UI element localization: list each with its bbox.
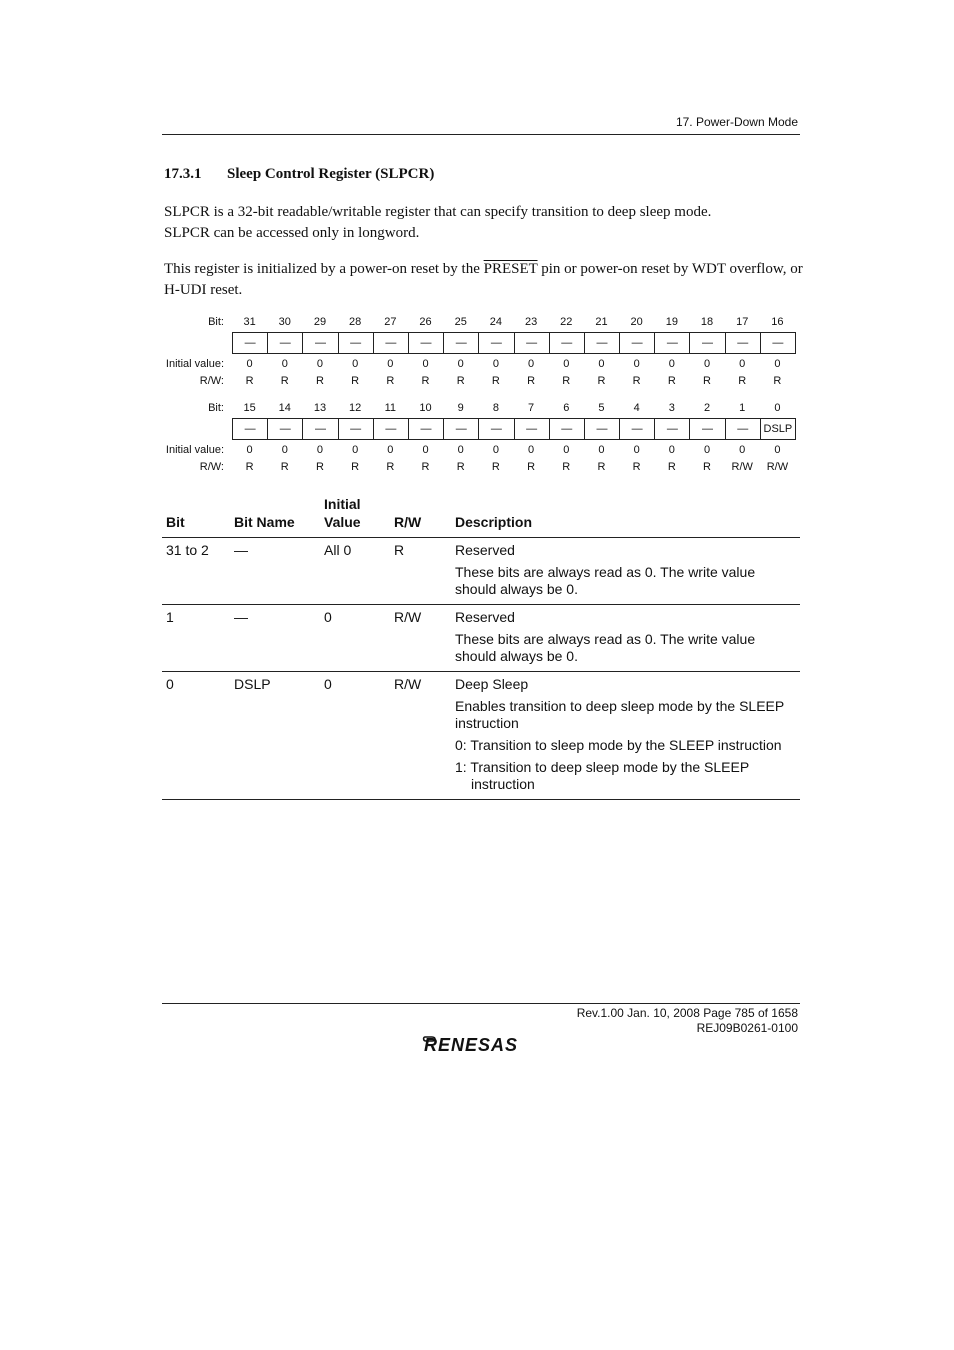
bit-name-cell: — — [585, 419, 620, 439]
bit-label: Bit: — [208, 316, 224, 328]
reset-text-before: This register is initialized by a power-on reset by the — [164, 261, 484, 277]
register-diagram-upper — [162, 316, 802, 389]
initial-value: 0 — [316, 358, 324, 370]
bit-name-cell: — — [620, 333, 655, 353]
initial-value: 0 — [492, 358, 499, 370]
initial-value: 0 — [422, 444, 429, 456]
rw-value: R — [562, 375, 571, 387]
cell-initial: All 0 — [320, 538, 390, 605]
rw-value: R — [351, 461, 360, 473]
initial-value: 0 — [668, 444, 675, 456]
renesas-logo — [422, 1033, 542, 1060]
initial-value: 0 — [563, 358, 570, 370]
rw-value: R — [386, 375, 395, 387]
description-line: Reserved — [455, 542, 515, 558]
bit-numbers — [232, 402, 795, 414]
rw-values — [232, 375, 795, 387]
bit-number: 21 — [595, 316, 608, 328]
bit-name-cell: — — [339, 333, 374, 353]
initial-value: 0 — [633, 444, 640, 456]
rw-value: R — [738, 375, 747, 387]
header-rw: R/W — [390, 495, 451, 538]
preset-pin-name: PRESET — [483, 261, 538, 277]
cell-description — [451, 538, 800, 605]
bit-name-cell: — — [479, 419, 514, 439]
header-rule — [162, 134, 800, 135]
table-row — [162, 605, 800, 672]
initial-value: 0 — [281, 444, 288, 456]
initial-value: 0 — [703, 444, 711, 456]
bit-number: 28 — [349, 316, 362, 328]
bit-number: 14 — [278, 402, 291, 414]
rw-value: R — [562, 461, 571, 473]
bit-name-cell: — — [655, 419, 690, 439]
rw-value: R — [280, 375, 289, 387]
bit-name-cell: — — [585, 333, 620, 353]
cell-initial: 0 — [320, 605, 390, 672]
bit-number: 3 — [668, 402, 675, 414]
rw-value: R — [491, 461, 500, 473]
bit-name-cell: — — [409, 333, 444, 353]
reset-paragraph — [164, 259, 804, 301]
initial-value: 0 — [703, 358, 711, 370]
bit-name-cell: — — [268, 419, 303, 439]
initial-values — [232, 444, 795, 456]
initial-value: 0 — [633, 358, 640, 370]
rw-value: R — [315, 375, 324, 387]
initial-value: 0 — [422, 358, 429, 370]
description-line: Enables transition to deep sleep mode by the SLEEP instruction — [455, 698, 784, 731]
initial-value: 0 — [246, 444, 253, 456]
table-row — [162, 538, 800, 605]
bit-number: 25 — [454, 316, 467, 328]
rw-value: R — [632, 375, 641, 387]
initial-values — [232, 358, 795, 370]
bit-name-cell: — — [550, 419, 585, 439]
description-line: These bits are always read as 0. The write value should always be 0. — [455, 564, 756, 597]
bit-number: 13 — [313, 402, 327, 414]
bit-label: Bit: — [208, 402, 224, 414]
cell-bit: 0 — [162, 672, 230, 800]
bit-number: 29 — [313, 316, 327, 328]
initial-value: 0 — [281, 358, 288, 370]
bit-number: 12 — [349, 402, 362, 414]
rw-value: R — [667, 375, 676, 387]
rw-value: R — [703, 461, 711, 473]
rw-value: R — [667, 461, 676, 473]
bit-name-cell: — — [690, 333, 725, 353]
initial-value: 0 — [316, 444, 324, 456]
description-line: Deep Sleep — [455, 676, 529, 692]
rw-value: R — [421, 375, 430, 387]
initial-value: 0 — [739, 358, 746, 370]
bit-number: 30 — [278, 316, 291, 328]
header-initial-line2: Value — [324, 514, 361, 530]
bit-name-boxes — [232, 418, 796, 440]
initial-value: 0 — [246, 358, 253, 370]
bit-name-cell: — — [303, 419, 338, 439]
initial-value: 0 — [387, 358, 394, 370]
bit-name-cell: — — [620, 419, 655, 439]
bit-name-cell: — — [550, 333, 585, 353]
header-bit: Bit — [162, 495, 230, 538]
section-title — [164, 166, 434, 183]
rw-label: R/W: — [199, 461, 224, 473]
bit-name-cell: — — [268, 333, 303, 353]
rw-value: R — [632, 461, 641, 473]
cell-bit: 1 — [162, 605, 230, 672]
bit-name-cell: — — [233, 419, 268, 439]
header-description: Description — [451, 495, 800, 538]
rw-value: R — [245, 461, 254, 473]
rw-label: R/W: — [199, 375, 224, 387]
bit-name-cell: — — [515, 419, 550, 439]
rw-value: R/W — [766, 461, 789, 473]
header-initial-value — [320, 495, 390, 538]
rw-value: R — [280, 461, 289, 473]
bit-number: 20 — [630, 316, 643, 328]
bit-number: 31 — [243, 316, 256, 328]
description-line: Reserved — [455, 609, 515, 625]
section-number: 17.3.1 — [164, 166, 202, 182]
rw-value: R — [245, 375, 254, 387]
rw-value: R — [386, 461, 395, 473]
rw-value: R/W — [731, 461, 753, 473]
initial-value: 0 — [352, 358, 359, 370]
bit-name-cell: — — [444, 333, 479, 353]
bit-name-cell: — — [303, 333, 338, 353]
rw-value: R — [597, 461, 606, 473]
cell-bit-name: — — [230, 605, 320, 672]
bit-name-cell: — — [690, 419, 725, 439]
bit-number: 15 — [243, 402, 256, 414]
bit-name-cell: — — [409, 419, 444, 439]
cell-bit: 31 to 2 — [162, 538, 230, 605]
page-footer — [577, 1006, 798, 1036]
cell-bit-name: — — [230, 538, 320, 605]
bit-number: 17 — [736, 316, 749, 328]
initial-value: 0 — [457, 358, 464, 370]
cell-description — [451, 605, 800, 672]
renesas-logo-text: RENESAS — [424, 1035, 519, 1055]
bit-number: 7 — [528, 402, 535, 414]
initial-value: 0 — [563, 444, 570, 456]
rw-value: R — [456, 375, 465, 387]
rw-value: R — [527, 461, 536, 473]
rw-value: R — [351, 375, 360, 387]
rw-value: R — [773, 375, 782, 387]
cell-rw: R/W — [390, 672, 451, 800]
intro-line-2: SLPCR can be accessed only in longword. — [164, 225, 420, 241]
bit-number: 11 — [384, 402, 397, 414]
initial-value: 0 — [774, 444, 781, 456]
rw-value: R — [703, 375, 711, 387]
footer-rule — [162, 1003, 800, 1004]
initial-value: 0 — [387, 444, 394, 456]
rw-value: R — [456, 461, 465, 473]
bit-number: 1 — [739, 402, 746, 414]
bit-number: 27 — [384, 316, 397, 328]
bit-number: 5 — [598, 402, 605, 414]
footer-document-code: REJ09B0261-0100 — [696, 1021, 798, 1035]
initial-value: 0 — [598, 444, 605, 456]
bit-number: 16 — [771, 316, 784, 328]
description-line: 1: Transition to deep sleep mode by the SLEEP instruction — [455, 759, 749, 792]
bit-number: 10 — [419, 402, 432, 414]
rw-values — [232, 461, 795, 473]
reset-text-after: pin or power-on reset by WDT overflow, or H-UDI reset. — [164, 261, 803, 298]
rw-value: R — [315, 461, 324, 473]
bit-name-cell: — — [726, 419, 761, 439]
description-line: These bits are always read as 0. The write value should always be 0. — [455, 631, 756, 664]
renesas-logo-mark — [422, 1033, 542, 1055]
bit-name-cell: — — [374, 419, 409, 439]
bit-number: 9 — [457, 402, 464, 414]
bit-name-boxes — [232, 332, 796, 354]
bit-name-cell: — — [444, 419, 479, 439]
bit-name-cell: — — [339, 419, 374, 439]
rw-value: R — [527, 375, 536, 387]
rw-value: R — [491, 375, 500, 387]
description-line: 0: Transition to sleep mode by the SLEEP instruction — [455, 737, 782, 753]
bit-number: 2 — [703, 402, 711, 414]
bit-number: 4 — [633, 402, 640, 414]
initial-value: 0 — [668, 358, 675, 370]
section-title-text: Sleep Control Register (SLPCR) — [227, 166, 435, 182]
bit-number: 18 — [700, 316, 714, 328]
bit-number: 24 — [489, 316, 503, 328]
bit-name-cell-dslp: DSLP — [763, 423, 793, 435]
initial-value-label: Initial value: — [165, 444, 224, 456]
register-diagram-lower — [162, 402, 802, 475]
initial-value: 0 — [352, 444, 359, 456]
cell-initial: 0 — [320, 672, 390, 800]
bit-number: 0 — [774, 402, 781, 414]
initial-value: 0 — [774, 358, 781, 370]
initial-value: 0 — [598, 358, 605, 370]
initial-value: 0 — [492, 444, 499, 456]
bit-name-cell: — — [374, 333, 409, 353]
bit-name-cell: — — [233, 333, 268, 353]
intro-line-1: SLPCR is a 32-bit readable/writable register that can specify transition to deep sleep mode. — [164, 204, 712, 220]
bit-name-cell: — — [515, 333, 550, 353]
table-header-row — [162, 495, 800, 538]
table-row — [162, 672, 800, 800]
bit-name-cell: — — [479, 333, 514, 353]
cell-rw: R — [390, 538, 451, 605]
initial-value-label: Initial value: — [165, 358, 224, 370]
intro-paragraph — [164, 202, 804, 244]
bit-number: 8 — [492, 402, 499, 414]
header-initial-line1: Initial — [324, 496, 361, 512]
initial-value: 0 — [739, 444, 746, 456]
cell-description — [451, 672, 800, 800]
initial-value: 0 — [457, 444, 464, 456]
bit-name-cell: — — [726, 333, 761, 353]
bit-name-cell: — — [772, 337, 784, 349]
bit-numbers — [232, 316, 795, 328]
bit-number: 22 — [560, 316, 573, 328]
initial-value: 0 — [528, 444, 535, 456]
bit-number: 19 — [665, 316, 678, 328]
bit-number: 6 — [563, 402, 570, 414]
footer-revision: Rev.1.00 Jan. 10, 2008 Page 785 of 1658 — [576, 1006, 798, 1020]
bit-name-cell: — — [655, 333, 690, 353]
rw-value: R — [421, 461, 430, 473]
cell-bit-name: DSLP — [230, 672, 320, 800]
initial-value: 0 — [528, 358, 535, 370]
bit-number: 26 — [419, 316, 432, 328]
running-head: 17. Power-Down Mode — [675, 115, 798, 129]
cell-rw: R/W — [390, 605, 451, 672]
bit-description-table — [162, 495, 800, 800]
bit-number: 23 — [524, 316, 538, 328]
rw-value: R — [597, 375, 606, 387]
header-bit-name: Bit Name — [230, 495, 320, 538]
